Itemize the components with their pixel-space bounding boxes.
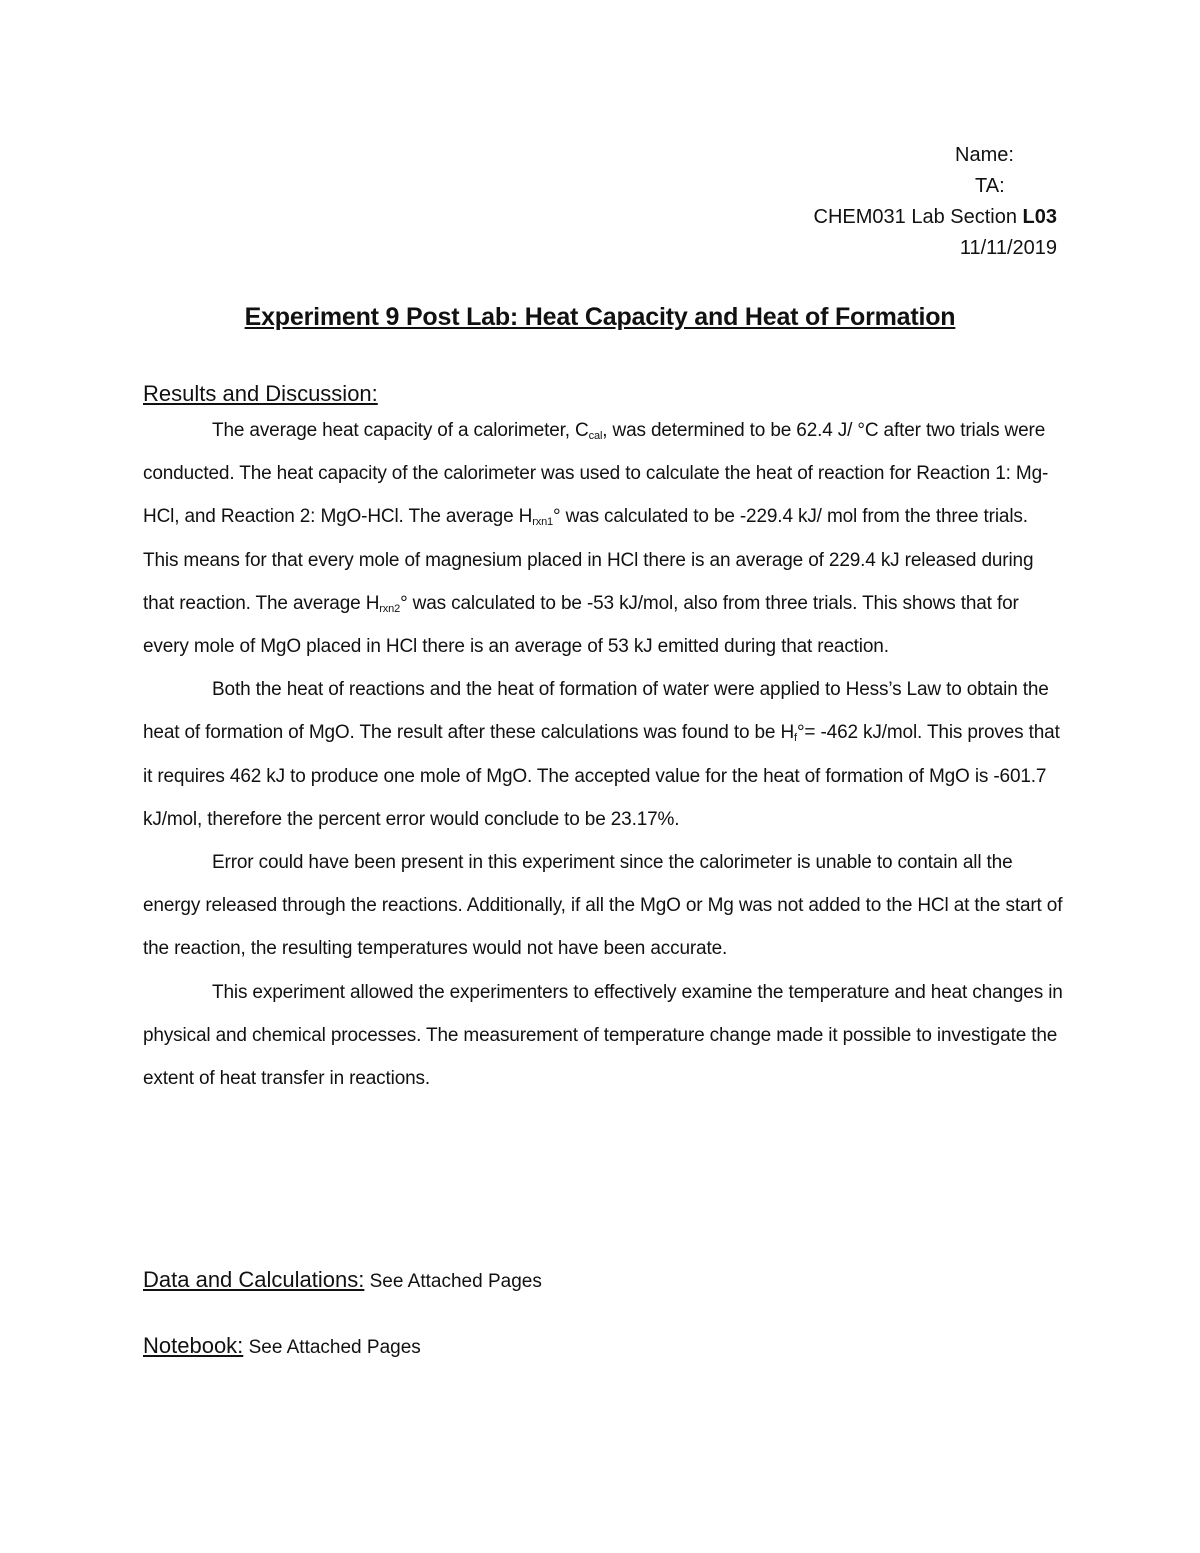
data-calculations-heading: Data and Calculations: [143,1267,365,1292]
p1-text-b: , was determined to be 62.4 J/ °C after two trials were conducted. The heat capacity of the calorimeter was used to calculate the heat of reaction for Reaction 1: Mg-HCl, and Reaction 2: MgO-HCl. The average H [143,420,1049,528]
results-heading: Results and Discussion: [143,381,378,406]
ta-line [637,171,1057,202]
document-title: Experiment 9 Post Lab: Heat Capacity and Heat of Formation [244,303,956,331]
data-calculations-note: See Attached Pages [364,1271,542,1292]
p2-sub-f: f [794,732,797,745]
p1-sub-rxn2: rxn2 [379,602,401,615]
header-block [637,140,1057,264]
paragraph-heat-capacity [143,409,1063,668]
paragraph-hess-law [143,668,1063,841]
p2-text-b: °= -462 kJ/mol. This proves that it requires 462 kJ to produce one mole of MgO. The accepted value for the heat of formation of MgO is -601.7 kJ/mol, therefore the percent error would conclude to be 23.17%. [143,722,1060,830]
results-body [143,409,1063,1100]
lab-section-prefix: CHEM031 Lab Section [813,206,1023,228]
notebook-heading: Notebook: [143,1333,244,1358]
name-label: Name: [955,144,1014,166]
notebook-note: See Attached Pages [243,1337,421,1358]
paragraph-conclusion: This experiment allowed the experimenters to effectively examine the temperature and heat changes in physical and chemical processes. The measurement of temperature change made it possible to investigate the extent of heat transfer in reactions. [143,981,1063,1090]
lab-section-line [637,202,1057,233]
p2-text-a: Both the heat of reactions and the heat of formation of water were applied to Hess’s Law to obtain the heat of formation of MgO. The result after these calculations was found to be H [143,679,1049,744]
data-calculations-line [143,1267,542,1293]
p1-text-c: ° was calculated to be -229.4 kJ/ mol from the three trials. This means for that every mole of magnesium placed in HCl there is an average of 229.4 kJ released during that reaction. The average H [143,506,1034,614]
lab-section-code: L03 [1022,206,1057,228]
p1-text-d: ° was calculated to be -53 kJ/mol, also from three trials. This shows that for every mole of MgO placed in HCl there is an average of 53 kJ emitted during that reaction. [143,592,1019,658]
name-line [637,140,1057,171]
p1-sub-rxn1: rxn1 [532,516,554,529]
ta-label: TA: [975,175,1005,197]
p1-sub-cal: cal [588,430,603,442]
notebook-line [143,1333,421,1359]
p1-text-a: The average heat capacity of a calorimeter, C [212,420,589,441]
paragraph-error: Error could have been present in this experiment since the calorimeter is unable to contain all the energy released through the reactions. Additionally, if all the MgO or Mg was not added to the HCl at the start of the reaction, the resulting temperatures would not have been accurate. [143,852,1063,960]
report-date: 11/11/2019 [959,237,1057,259]
